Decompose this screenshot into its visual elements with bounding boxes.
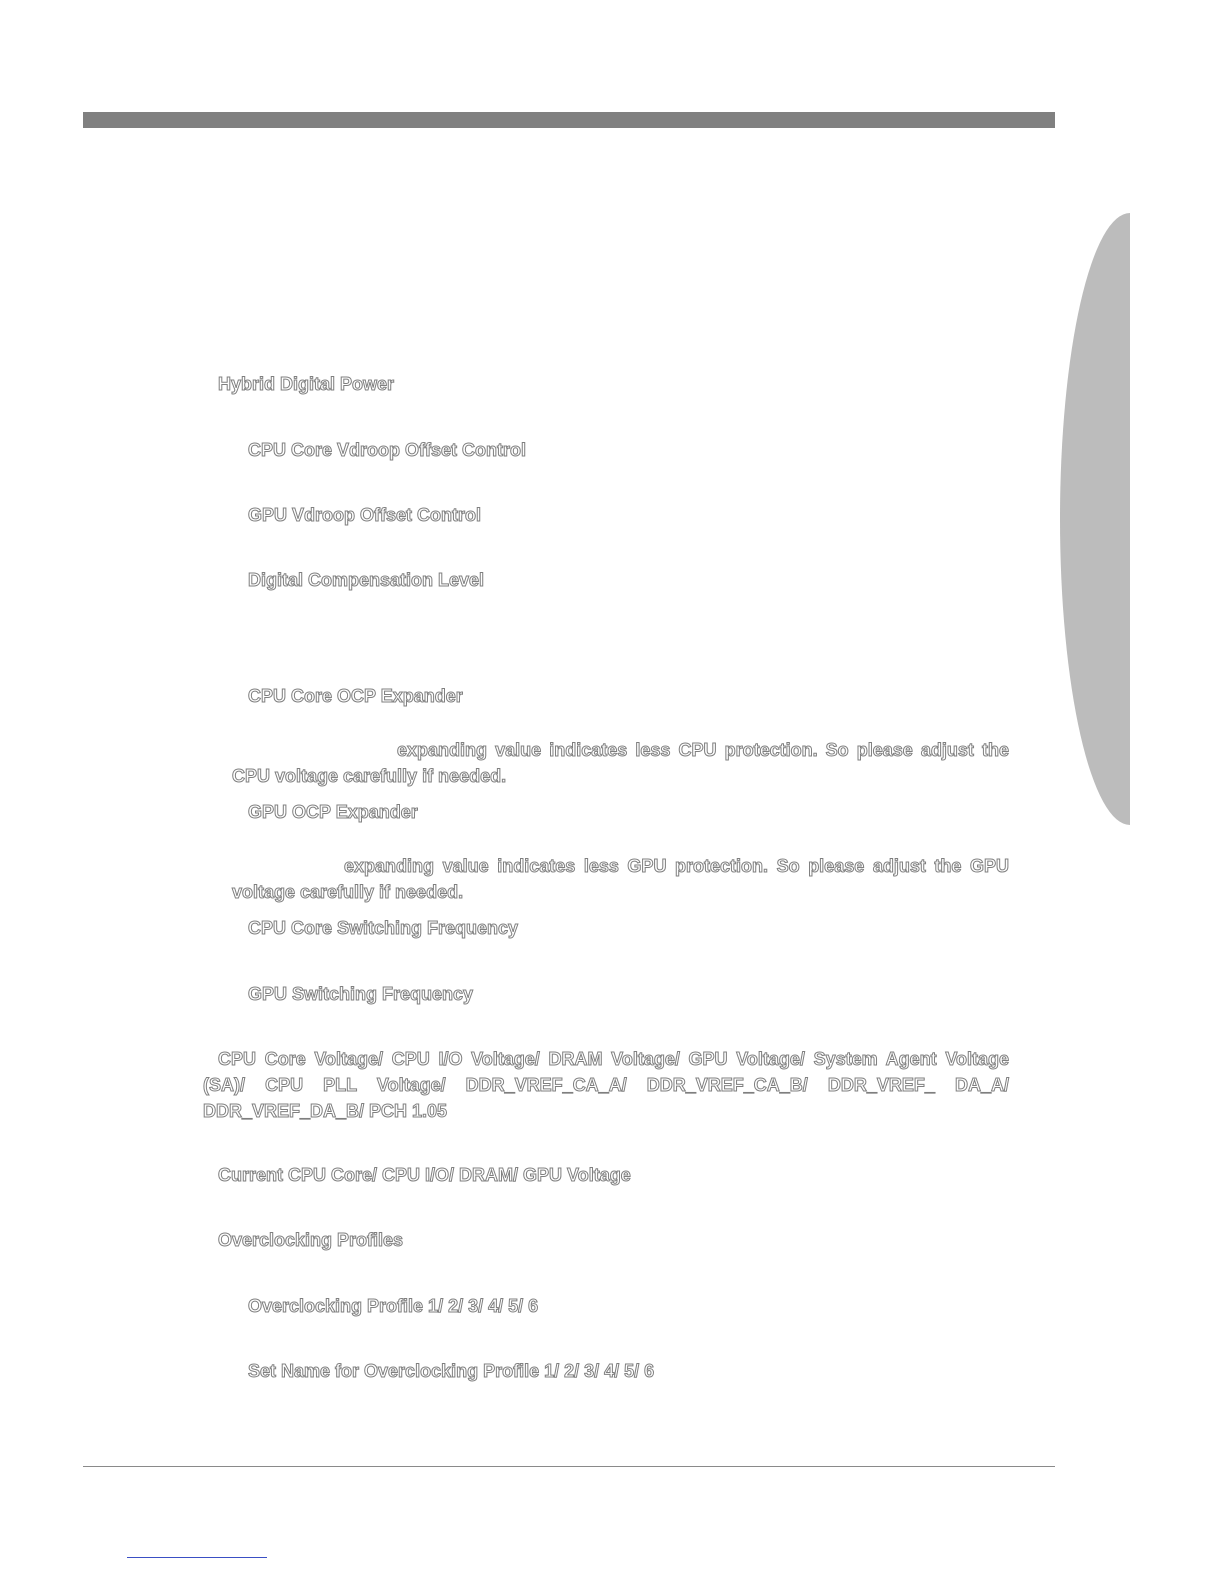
heading-gpu-ocp-expander: GPU OCP Expander [248,802,418,822]
gpu-ocp-note: expanding value indicates less GPU protection. So please adjust the GPU voltage carefully if needed. [232,856,1009,902]
voltages-paragraph: CPU Core Voltage/ CPU I/O Voltage/ DRAM Voltage/ GPU Voltage/ System Agent Voltage (SA)/ CPU PLL Voltage/ DDR_VREF_CA_A/ DDR_VREF_CA_B/ DDR_VREF_ DA_A/ DDR_VREF_DA_B/ PCH 1.05 [203,1049,1009,1121]
heading-overclocking-profiles: Overclocking Profiles [218,1230,404,1250]
heading-overclocking-profile-n: Overclocking Profile 1/ 2/ 3/ 4/ 5/ 6 [248,1296,539,1316]
heading-cpu-core-vdroop-offset-control: CPU Core Vdroop Offset Control [248,440,526,460]
cpu-ocp-note: expanding value indicates less CPU protection. So please adjust the CPU voltage carefully if needed. [232,740,1009,786]
heading-set-name-overclocking-profile: Set Name for Overclocking Profile 1/ 2/ 3/ 4/ 5/ 6 [248,1361,655,1381]
heading-gpu-switching-frequency: GPU Switching Frequency [248,984,474,1004]
heading-cpu-core-ocp-expander: CPU Core OCP Expander [248,686,463,706]
header-bar [83,112,1055,128]
heading-cpu-core-switching-frequency: CPU Core Switching Frequency [248,918,519,938]
heading-hybrid-digital-power: Hybrid Digital Power [218,374,395,394]
heading-gpu-vdroop-offset-control: GPU Vdroop Offset Control [248,505,481,525]
footer-rule [83,1466,1055,1467]
footer-underline [127,1557,267,1558]
chapter-side-tab [1060,213,1130,825]
heading-digital-compensation-level: Digital Compensation Level [248,570,485,590]
heading-current-voltage: Current CPU Core/ CPU I/O/ DRAM/ GPU Voltage [218,1165,631,1185]
